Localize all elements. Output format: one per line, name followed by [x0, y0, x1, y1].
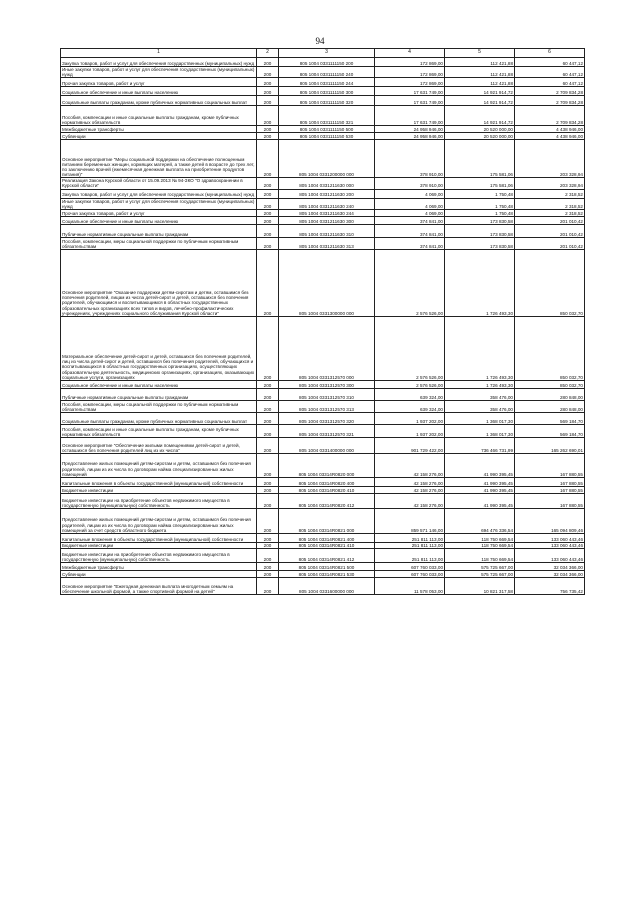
row-code-cell: 200 — [257, 316, 279, 380]
planned-amount-cell: 378 910,00 — [375, 178, 445, 189]
row-name-cell: Материальное обеспечение детей-сирот и детей, оставшихся без попечения родителей, лиц из числа детей-сирот и детей, оставшихся без попечения родителей, обучающихся и воспитывающихся в областных государственных организациях, осуществляющих образовательную деятельность, медицинских организациях, организациях, оказывающих социальные услуги, организациях — [61, 316, 257, 380]
remaining-amount-cell: 4 438 946,00 — [515, 126, 585, 133]
column-header: 1 — [61, 49, 257, 58]
executed-amount-cell: 118 750 669,54 — [445, 533, 515, 542]
executed-amount-cell: 173 830,58 — [445, 237, 515, 249]
row-code-cell: 200 — [257, 198, 279, 209]
table-row — [61, 87, 585, 96]
planned-amount-cell: 1 937 202,00 — [375, 412, 445, 424]
table-row — [61, 477, 585, 486]
remaining-amount-cell: 201 010,42 — [515, 224, 585, 237]
table-row — [61, 198, 585, 209]
executed-amount-cell: 112 421,88 — [445, 67, 515, 78]
row-code-cell: 200 — [257, 224, 279, 237]
budget-code-cell: 805 1004 0331200000 000 — [279, 140, 375, 178]
budget-code-cell: 805 1004 03314R0821 410 — [279, 542, 375, 548]
budget-code-cell: 805 1004 0331211630 310 — [279, 224, 375, 237]
row-code-cell: 200 — [257, 493, 279, 508]
planned-amount-cell: 374 841,00 — [375, 237, 445, 249]
row-code-cell: 200 — [257, 133, 279, 140]
row-name-cell: Социальное обеспечение и иные выплаты населению — [61, 216, 257, 224]
planned-amount-cell: 607 760 033,00 — [375, 570, 445, 577]
remaining-amount-cell: 2 318,52 — [515, 209, 585, 216]
row-name-cell: Межбюджетные трансферты — [61, 126, 257, 133]
budget-code-cell: 805 1004 03314R0820 000 — [279, 453, 375, 477]
budget-code-cell: 805 1004 0331211630 313 — [279, 237, 375, 249]
executed-amount-cell: 173 830,58 — [445, 224, 515, 237]
remaining-amount-cell: 850 032,70 — [515, 316, 585, 380]
column-header: 3 — [279, 49, 375, 58]
row-name-cell: Социальные выплаты гражданам, кроме публичных нормативных социальных выплат — [61, 412, 257, 424]
row-name-cell: Социальное обеспечение и иные выплаты населению — [61, 87, 257, 96]
remaining-amount-cell: 850 032,70 — [515, 249, 585, 316]
planned-amount-cell: 172 869,00 — [375, 58, 445, 67]
budget-code-cell: 805 1004 0331312570 313 — [279, 400, 375, 412]
table-row — [61, 140, 585, 178]
row-code-cell: 200 — [257, 67, 279, 78]
table-row — [61, 548, 585, 562]
column-header: 6 — [515, 49, 585, 58]
executed-amount-cell: 1 726 493,30 — [445, 249, 515, 316]
row-name-cell: Иные закупки товаров, работ и услуг для обеспечения государственных (муниципальных) нужд — [61, 67, 257, 78]
remaining-amount-cell: 133 060 443,46 — [515, 542, 585, 548]
planned-amount-cell: 378 910,00 — [375, 140, 445, 178]
planned-amount-cell: 251 811 113,00 — [375, 548, 445, 562]
remaining-amount-cell: 569 184,70 — [515, 424, 585, 437]
executed-amount-cell: 14 921 914,72 — [445, 87, 515, 96]
column-header: 2 — [257, 49, 279, 58]
row-name-cell: Пособия, компенсации и иные социальные выплаты гражданам, кроме публичных нормативных обязательств — [61, 424, 257, 437]
remaining-amount-cell: 2 318,52 — [515, 189, 585, 198]
planned-amount-cell: 2 576 526,00 — [375, 249, 445, 316]
executed-amount-cell: 1 750,48 — [445, 209, 515, 216]
table-row — [61, 209, 585, 216]
remaining-amount-cell: 60 447,12 — [515, 67, 585, 78]
executed-amount-cell: 41 990 395,45 — [445, 453, 515, 477]
table-row — [61, 126, 585, 133]
row-name-cell: Прочая закупка товаров, работ и услуг — [61, 209, 257, 216]
table-row — [61, 216, 585, 224]
row-code-cell: 200 — [257, 209, 279, 216]
planned-amount-cell: 4 069,00 — [375, 209, 445, 216]
table-row — [61, 189, 585, 198]
table-row — [61, 508, 585, 533]
row-code-cell: 200 — [257, 400, 279, 412]
remaining-amount-cell: 203 328,94 — [515, 178, 585, 189]
row-name-cell: Предоставление жилых помещений детям-сиротам и детям, оставшимся без попечения родителей, лицам из их числа по договорам найма специализированных жилых помещений — [61, 453, 257, 477]
budget-code-cell: 805 1004 03314R0821 500 — [279, 562, 375, 570]
budget-code-cell: 805 1004 0331111150 240 — [279, 67, 375, 78]
executed-amount-cell: 112 421,88 — [445, 78, 515, 87]
budget-code-cell: 805 1004 03314R0820 412 — [279, 493, 375, 508]
budget-code-cell: 805 1004 0331312570 321 — [279, 424, 375, 437]
budget-code-cell: 805 1004 0331111150 321 — [279, 106, 375, 126]
row-code-cell: 200 — [257, 178, 279, 189]
planned-amount-cell: 17 631 749,00 — [375, 87, 445, 96]
row-code-cell: 200 — [257, 486, 279, 493]
row-code-cell: 200 — [257, 453, 279, 477]
executed-amount-cell: 20 520 000,00 — [445, 133, 515, 140]
budget-code-cell: 805 1004 0331111150 320 — [279, 96, 375, 106]
executed-amount-cell: 10 821 317,58 — [445, 577, 515, 594]
budget-code-cell: 805 1004 03314R0820 400 — [279, 477, 375, 486]
row-code-cell: 200 — [257, 216, 279, 224]
remaining-amount-cell: 165 262 690,01 — [515, 437, 585, 453]
budget-code-cell: 805 1004 0331300000 000 — [279, 249, 375, 316]
budget-code-cell: 805 1004 03314R0820 410 — [279, 486, 375, 493]
row-name-cell: Прочая закупка товаров, работ и услуг — [61, 78, 257, 87]
executed-amount-cell: 41 990 395,45 — [445, 486, 515, 493]
row-name-cell: Основное мероприятие "Ежегодная денежная выплата многодетным семьям на обеспечение школьной формой, а также спортивной формой на детей" — [61, 577, 257, 594]
budget-code-cell: 805 1004 03314R0821 530 — [279, 570, 375, 577]
row-name-cell: Пособия, компенсации, меры социальной поддержки по публичным нормативным обязательствам — [61, 237, 257, 249]
executed-amount-cell: 1 368 017,30 — [445, 412, 515, 424]
remaining-amount-cell: 32 034 366,00 — [515, 562, 585, 570]
table-row — [61, 67, 585, 78]
planned-amount-cell: 639 324,00 — [375, 388, 445, 400]
row-code-cell: 200 — [257, 542, 279, 548]
table-row — [61, 178, 585, 189]
table-row — [61, 380, 585, 388]
budget-code-cell: 805 1004 0331312570 310 — [279, 388, 375, 400]
planned-amount-cell: 607 760 033,00 — [375, 562, 445, 570]
remaining-amount-cell: 133 060 443,46 — [515, 548, 585, 562]
row-code-cell: 200 — [257, 249, 279, 316]
table-row — [61, 486, 585, 493]
remaining-amount-cell: 201 010,42 — [515, 216, 585, 224]
row-code-cell: 200 — [257, 380, 279, 388]
executed-amount-cell: 575 725 667,00 — [445, 562, 515, 570]
executed-amount-cell: 1 368 017,30 — [445, 424, 515, 437]
row-name-cell: Социальные выплаты гражданам, кроме публичных нормативных социальных выплат — [61, 96, 257, 106]
budget-code-cell: 805 1004 0331600000 000 — [279, 577, 375, 594]
budget-code-cell: 805 1004 0331312570 320 — [279, 412, 375, 424]
planned-amount-cell: 24 958 946,00 — [375, 126, 445, 133]
table-header-row — [61, 49, 585, 58]
table-row — [61, 224, 585, 237]
row-code-cell: 200 — [257, 106, 279, 126]
remaining-amount-cell: 203 328,94 — [515, 140, 585, 178]
budget-table — [60, 48, 585, 595]
row-name-cell: Субвенции — [61, 570, 257, 577]
table-row — [61, 106, 585, 126]
column-header: 5 — [445, 49, 515, 58]
planned-amount-cell: 4 069,00 — [375, 198, 445, 209]
row-code-cell: 200 — [257, 424, 279, 437]
remaining-amount-cell: 756 735,42 — [515, 577, 585, 594]
planned-amount-cell: 17 631 749,00 — [375, 106, 445, 126]
budget-code-cell: 805 1004 0331111150 530 — [279, 133, 375, 140]
remaining-amount-cell: 167 880,55 — [515, 493, 585, 508]
remaining-amount-cell: 569 184,70 — [515, 412, 585, 424]
row-name-cell: Пособия, компенсации и иные социальные выплаты гражданам, кроме публичных нормативных обязательств — [61, 106, 257, 126]
remaining-amount-cell: 4 438 946,00 — [515, 133, 585, 140]
budget-code-cell: 805 1004 03314R0821 400 — [279, 533, 375, 542]
planned-amount-cell: 901 729 422,00 — [375, 437, 445, 453]
remaining-amount-cell: 2 709 834,28 — [515, 106, 585, 126]
executed-amount-cell: 358 476,00 — [445, 400, 515, 412]
row-name-cell: Пособия, компенсации, меры социальной поддержки по публичным нормативным обязательствам — [61, 400, 257, 412]
budget-code-cell: 805 1004 0331111150 200 — [279, 58, 375, 67]
row-name-cell: Бюджетные инвестиции на приобретение объектов недвижимого имущества в государственную (муниципальную) собственность — [61, 493, 257, 508]
planned-amount-cell: 1 937 202,00 — [375, 424, 445, 437]
row-name-cell: Капитальные вложения в объекты государственной (муниципальной) собственности — [61, 533, 257, 542]
budget-code-cell: 805 1004 0331211630 300 — [279, 216, 375, 224]
remaining-amount-cell: 850 032,70 — [515, 380, 585, 388]
page-number: 94 — [315, 36, 325, 46]
remaining-amount-cell: 133 060 443,46 — [515, 533, 585, 542]
executed-amount-cell: 1 726 493,30 — [445, 380, 515, 388]
row-code-cell: 200 — [257, 477, 279, 486]
planned-amount-cell: 4 069,00 — [375, 189, 445, 198]
executed-amount-cell: 575 725 667,00 — [445, 570, 515, 577]
row-code-cell: 200 — [257, 562, 279, 570]
row-code-cell: 200 — [257, 388, 279, 400]
remaining-amount-cell: 167 880,55 — [515, 486, 585, 493]
executed-amount-cell: 112 421,88 — [445, 58, 515, 67]
planned-amount-cell: 172 869,00 — [375, 67, 445, 78]
row-name-cell: Закупка товаров, работ и услуг для обеспечения государственных (муниципальных) нужд — [61, 189, 257, 198]
executed-amount-cell: 14 921 914,72 — [445, 106, 515, 126]
executed-amount-cell: 118 750 669,54 — [445, 542, 515, 548]
budget-code-cell: 805 1004 0331211630 244 — [279, 209, 375, 216]
remaining-amount-cell: 2 709 834,28 — [515, 87, 585, 96]
table-row — [61, 570, 585, 577]
planned-amount-cell: 24 958 946,00 — [375, 133, 445, 140]
remaining-amount-cell: 201 010,42 — [515, 237, 585, 249]
table-row — [61, 412, 585, 424]
row-name-cell: Бюджетные инвестиции — [61, 486, 257, 493]
planned-amount-cell: 17 631 749,00 — [375, 96, 445, 106]
budget-code-cell: 805 1004 03314R0821 000 — [279, 508, 375, 533]
table-row — [61, 249, 585, 316]
planned-amount-cell: 374 841,00 — [375, 224, 445, 237]
planned-amount-cell: 251 811 113,00 — [375, 533, 445, 542]
table-row — [61, 237, 585, 249]
table-row — [61, 96, 585, 106]
table-row — [61, 78, 585, 87]
remaining-amount-cell: 280 848,00 — [515, 388, 585, 400]
row-code-cell: 200 — [257, 78, 279, 87]
budget-code-cell: 805 1004 0331211630 000 — [279, 178, 375, 189]
table-row — [61, 437, 585, 453]
table-row — [61, 424, 585, 437]
row-code-cell: 200 — [257, 126, 279, 133]
executed-amount-cell: 118 750 669,54 — [445, 548, 515, 562]
row-name-cell: Межбюджетные трансферты — [61, 562, 257, 570]
row-code-cell: 200 — [257, 58, 279, 67]
executed-amount-cell: 1 750,48 — [445, 198, 515, 209]
budget-code-cell: 805 1004 0331312570 000 — [279, 316, 375, 380]
planned-amount-cell: 251 811 113,00 — [375, 542, 445, 548]
row-code-cell: 200 — [257, 533, 279, 542]
table-row — [61, 493, 585, 508]
executed-amount-cell: 736 466 731,99 — [445, 437, 515, 453]
table-row — [61, 316, 585, 380]
budget-code-cell: 805 1004 0331111150 300 — [279, 87, 375, 96]
table-row — [61, 577, 585, 594]
row-name-cell: Публичные нормативные социальные выплаты гражданам — [61, 224, 257, 237]
row-name-cell: Закупка товаров, работ и услуг для обеспечения государственных (муниципальных) нужд — [61, 58, 257, 67]
planned-amount-cell: 42 158 276,00 — [375, 486, 445, 493]
budget-code-cell: 805 1004 0331400000 000 — [279, 437, 375, 453]
executed-amount-cell: 14 921 914,72 — [445, 96, 515, 106]
executed-amount-cell: 358 476,00 — [445, 388, 515, 400]
row-code-cell: 200 — [257, 548, 279, 562]
planned-amount-cell: 859 571 146,00 — [375, 508, 445, 533]
row-name-cell: Капитальные вложения в объекты государственной (муниципальной) собственности — [61, 477, 257, 486]
executed-amount-cell: 1 750,48 — [445, 189, 515, 198]
budget-code-cell: 805 1004 0331211630 200 — [279, 189, 375, 198]
planned-amount-cell: 11 578 053,00 — [375, 577, 445, 594]
executed-amount-cell: 694 476 336,54 — [445, 508, 515, 533]
row-code-cell: 200 — [257, 189, 279, 198]
remaining-amount-cell: 167 880,55 — [515, 477, 585, 486]
table-row — [61, 388, 585, 400]
planned-amount-cell: 42 158 276,00 — [375, 453, 445, 477]
remaining-amount-cell: 60 447,12 — [515, 78, 585, 87]
row-name-cell: Субвенции — [61, 133, 257, 140]
planned-amount-cell: 2 576 526,00 — [375, 380, 445, 388]
row-code-cell: 200 — [257, 96, 279, 106]
executed-amount-cell: 41 990 395,45 — [445, 493, 515, 508]
row-name-cell: Основное мероприятие "Обеспечение жилыми помещениями детей-сирот и детей, оставшихся без попечения родителей лиц из их числа" — [61, 437, 257, 453]
executed-amount-cell: 175 581,06 — [445, 140, 515, 178]
budget-code-cell: 805 1004 0331211630 240 — [279, 198, 375, 209]
budget-code-cell: 805 1004 03314R0821 412 — [279, 548, 375, 562]
row-code-cell: 200 — [257, 412, 279, 424]
remaining-amount-cell: 2 709 834,28 — [515, 96, 585, 106]
executed-amount-cell: 173 830,58 — [445, 216, 515, 224]
table-row — [61, 453, 585, 477]
remaining-amount-cell: 32 034 366,00 — [515, 570, 585, 577]
row-name-cell: Предоставление жилых помещений детям-сиротам и детям, оставшимся без попечения родителей, лицам из их числа по договорам найма специализированных жилых помещений за счет средств областного бюджета — [61, 508, 257, 533]
executed-amount-cell: 175 581,06 — [445, 178, 515, 189]
table-row — [61, 562, 585, 570]
table-row — [61, 400, 585, 412]
budget-code-cell: 805 1004 0331312570 300 — [279, 380, 375, 388]
table-row — [61, 58, 585, 67]
planned-amount-cell: 374 841,00 — [375, 216, 445, 224]
row-name-cell: Бюджетные инвестиции на приобретение объектов недвижимого имущества в государственную (муниципальную) собственность — [61, 548, 257, 562]
budget-code-cell: 805 1004 0331111150 244 — [279, 78, 375, 87]
planned-amount-cell: 639 324,00 — [375, 400, 445, 412]
row-name-cell: Иные закупки товаров, работ и услуг для обеспечения государственных (муниципальных) нужд — [61, 198, 257, 209]
row-code-cell: 200 — [257, 508, 279, 533]
planned-amount-cell: 42 158 276,00 — [375, 477, 445, 486]
budget-code-cell: 805 1004 0331111150 500 — [279, 126, 375, 133]
row-name-cell: Реализация Закона Курской области от 15.09.2013 № 94-ЗКО "О здравоохранении в Курской области" — [61, 178, 257, 189]
executed-amount-cell: 1 726 493,30 — [445, 316, 515, 380]
row-name-cell: Бюджетные инвестиции — [61, 542, 257, 548]
row-name-cell: Публичные нормативные социальные выплаты гражданам — [61, 388, 257, 400]
table-row — [61, 133, 585, 140]
remaining-amount-cell: 60 447,12 — [515, 58, 585, 67]
row-code-cell: 200 — [257, 140, 279, 178]
executed-amount-cell: 41 990 395,45 — [445, 477, 515, 486]
planned-amount-cell: 172 869,00 — [375, 78, 445, 87]
remaining-amount-cell: 2 318,52 — [515, 198, 585, 209]
row-code-cell: 200 — [257, 87, 279, 96]
executed-amount-cell: 20 520 000,00 — [445, 126, 515, 133]
row-code-cell: 200 — [257, 237, 279, 249]
planned-amount-cell: 2 576 526,00 — [375, 316, 445, 380]
planned-amount-cell: 42 158 276,00 — [375, 493, 445, 508]
table-row — [61, 533, 585, 542]
column-header: 4 — [375, 49, 445, 58]
row-name-cell: Основное мероприятие "Оказание поддержки детям-сиротам и детям, оставшимся без попечения родителей, лицам из числа детей-сирот и детей, оставшихся без попечения родителей, обучающимся и воспитывающимся в областных государственных образовательных организациях всех типов и видов, лечебно-профилактических учреждениях, учреждениях социального обслуживания Курской области" — [61, 249, 257, 316]
row-name-cell: Основное мероприятие "Меры социальной поддержки на обеспечение полноценным питанием беременных женщин, кормящих матерей, а также детей в возрасте до трех лет, по заключению врачей (ежемесячная денежная выплата на приобретение продуктов питания)" — [61, 140, 257, 178]
row-name-cell: Социальное обеспечение и иные выплаты населению — [61, 380, 257, 388]
remaining-amount-cell: 165 094 809,46 — [515, 508, 585, 533]
row-code-cell: 200 — [257, 577, 279, 594]
row-code-cell: 200 — [257, 570, 279, 577]
row-code-cell: 200 — [257, 437, 279, 453]
remaining-amount-cell: 280 848,00 — [515, 400, 585, 412]
remaining-amount-cell: 167 880,55 — [515, 453, 585, 477]
